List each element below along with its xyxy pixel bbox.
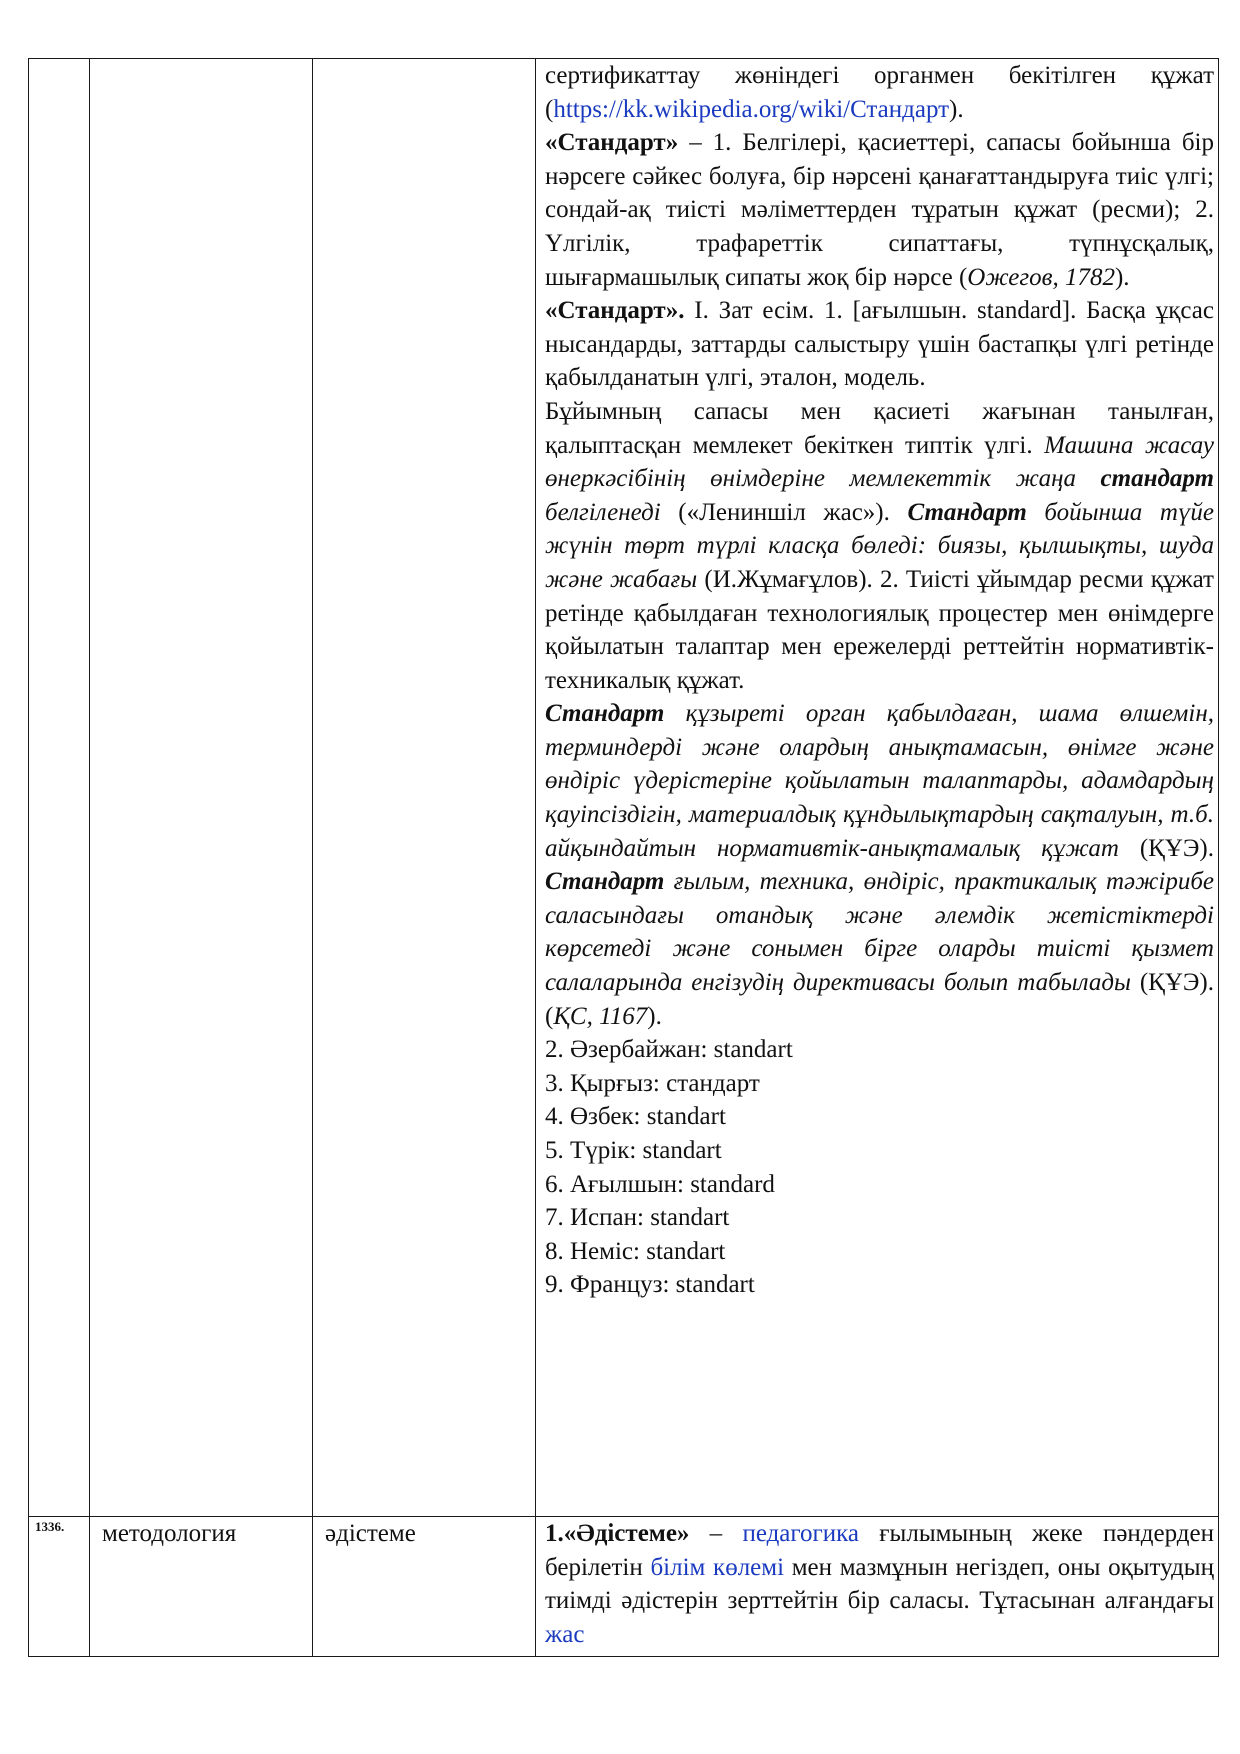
paragraph-text: –	[689, 1520, 743, 1547]
equivalent-cell	[313, 1517, 536, 1657]
entry-number: 1336.	[35, 1519, 65, 1534]
example-text: ғылым, техника, өндіріс, практикалық тәжірибе саласындағы отандық және әлемдік жетістіктерді көрсетеді және сонымен бірге оларды тиісті қызмет салаларында енгізудің директивасы болып табылады	[545, 868, 1214, 997]
term-heading: 1.«Әдістеме»	[545, 1520, 690, 1547]
definition-paragraph-noun	[545, 294, 1214, 395]
translation-item: 2. Әзербайжан: standart	[545, 1036, 793, 1064]
number-cell	[29, 59, 90, 1517]
paragraph-text: ).	[1114, 263, 1130, 291]
example-source: (ҚҰЭ).	[1118, 834, 1214, 862]
term-cell	[90, 1517, 313, 1657]
term-text: методология	[102, 1520, 237, 1547]
paragraph-text: ).	[647, 1002, 662, 1030]
pedagogy-link[interactable]: педагогика	[742, 1520, 860, 1547]
paragraph-text: сертификаттау жөніндегі органмен бекітілген құжат (	[545, 62, 1214, 123]
translation-item: 9. Француз: standart	[545, 1271, 755, 1299]
term-heading: «Стандарт»	[545, 129, 679, 157]
definition-cell	[536, 1517, 1219, 1657]
example-keyword: стандарт	[1100, 465, 1214, 493]
table-row	[29, 1517, 1219, 1657]
paragraph-text: Бұйымның сапасы мен қасиеті жағынан танылған, қалыптасқан мемлекет бекіткен типтік үлгі.	[545, 397, 1214, 459]
translation-item: 8. Неміс: standart	[545, 1237, 726, 1265]
knowledge-volume-link[interactable]: білім көлемі	[650, 1553, 785, 1581]
example-text: бойынша түйе жүнін төрт түрлі класқа бөледі: биязы, қылшықты, шуда және жабағы	[545, 498, 1214, 593]
example-keyword: Стандарт	[545, 700, 665, 728]
citation: Ожегов, 1782	[967, 263, 1115, 291]
paragraph-text: І. Зат есім. 1. [ағылшын. standard]. Басқа ұқсас нысандарды, заттарды салыстыру үшін бастапқы үлгі ретінде қабылданатын үлгі, эталон, модель.	[545, 297, 1214, 392]
paragraph-text: мен мазмұнын негіздеп, оны оқытудың тиімді әдістерін зерттейтін бір саласы. Тұтасынан алғандағы	[545, 1553, 1214, 1615]
example-text: Машина жасау өнеркәсібінің өнімдеріне мемлекеттік жаңа	[545, 431, 1215, 493]
equivalent-text: әдістеме	[325, 1520, 416, 1547]
example-text: құзыреті орган қабылдаған, шама өлшемін, терминдерді және олардың анықтамасын, өнімге және өндіріс үдерістеріне қойылатын талаптарды, адамдардың қауіпсіздігін, материалдық құндылықтардың сақталуын, т.б. айқындайтын нормативтік-анықтамалық құжат	[545, 700, 1214, 862]
example-keyword: Стандарт	[545, 868, 665, 896]
definition-body	[536, 1517, 1218, 1651]
term-cell	[90, 59, 313, 1517]
definition-paragraph-ozhegov	[545, 126, 1214, 294]
example-source: (ҚҰЭ). (	[545, 969, 1214, 1030]
paragraph-text: ғылымының жеке пәндерден берілетін	[545, 1520, 1214, 1581]
paragraph-text: (И.Жұмағұлов). 2. Тиісті ұйымдар ресми құжат ретінде қабылдаған технологиялық процестер мен өнімдерге қойылатын талаптар мен ережелерді реттейтін нормативтік-техникалық құжат.	[545, 565, 1214, 694]
equivalent-cell	[313, 59, 536, 1517]
definition-cell	[536, 59, 1219, 1517]
number-cell	[29, 1517, 90, 1657]
translation-item: 7. Испан: standart	[545, 1204, 730, 1232]
translation-item: 6. Ағылшын: standard	[545, 1170, 775, 1198]
table-row	[29, 59, 1219, 1517]
terminology-table	[28, 58, 1219, 1657]
translation-item: 3. Қырғыз: стандарт	[545, 1069, 760, 1097]
citation: ҚС, 1167	[553, 1002, 648, 1030]
definition-paragraph-encyclopedia	[545, 697, 1214, 1033]
wikipedia-link[interactable]: https://kk.wikipedia.org/wiki/Стандарт	[553, 95, 950, 123]
definition-body	[536, 59, 1218, 1302]
example-keyword: Стандарт	[907, 498, 1027, 526]
translation-item: 4. Өзбек: standart	[545, 1103, 726, 1131]
translation-item: 5. Түрік: standart	[545, 1137, 722, 1164]
entry-number	[29, 59, 89, 61]
youth-link[interactable]: жас	[545, 1620, 585, 1648]
definition-paragraph	[545, 1517, 1214, 1651]
definition-paragraph-examples	[545, 395, 1214, 697]
term-heading: «Стандарт».	[545, 297, 685, 325]
example-text: белгіленеді	[545, 498, 661, 526]
paragraph-text: – 1. Белгілері, қасиеттері, сапасы бойынша бір нәрсеге сәйкес болуға, бір нәрсені қанағаттандыруға тиіс үлгі; сондай-ақ тиісті мәліметтерден тұратын құжат (ресми); 2. Үлгілік, трафареттік сипаттағы, түпнұсқалық, шығармашылық сипаты жоқ бір нәрсе (	[545, 129, 1214, 291]
paragraph-text: ).	[949, 95, 964, 123]
definition-paragraph-source	[545, 59, 1214, 126]
example-source: («Лениншіл жас»).	[660, 498, 908, 526]
